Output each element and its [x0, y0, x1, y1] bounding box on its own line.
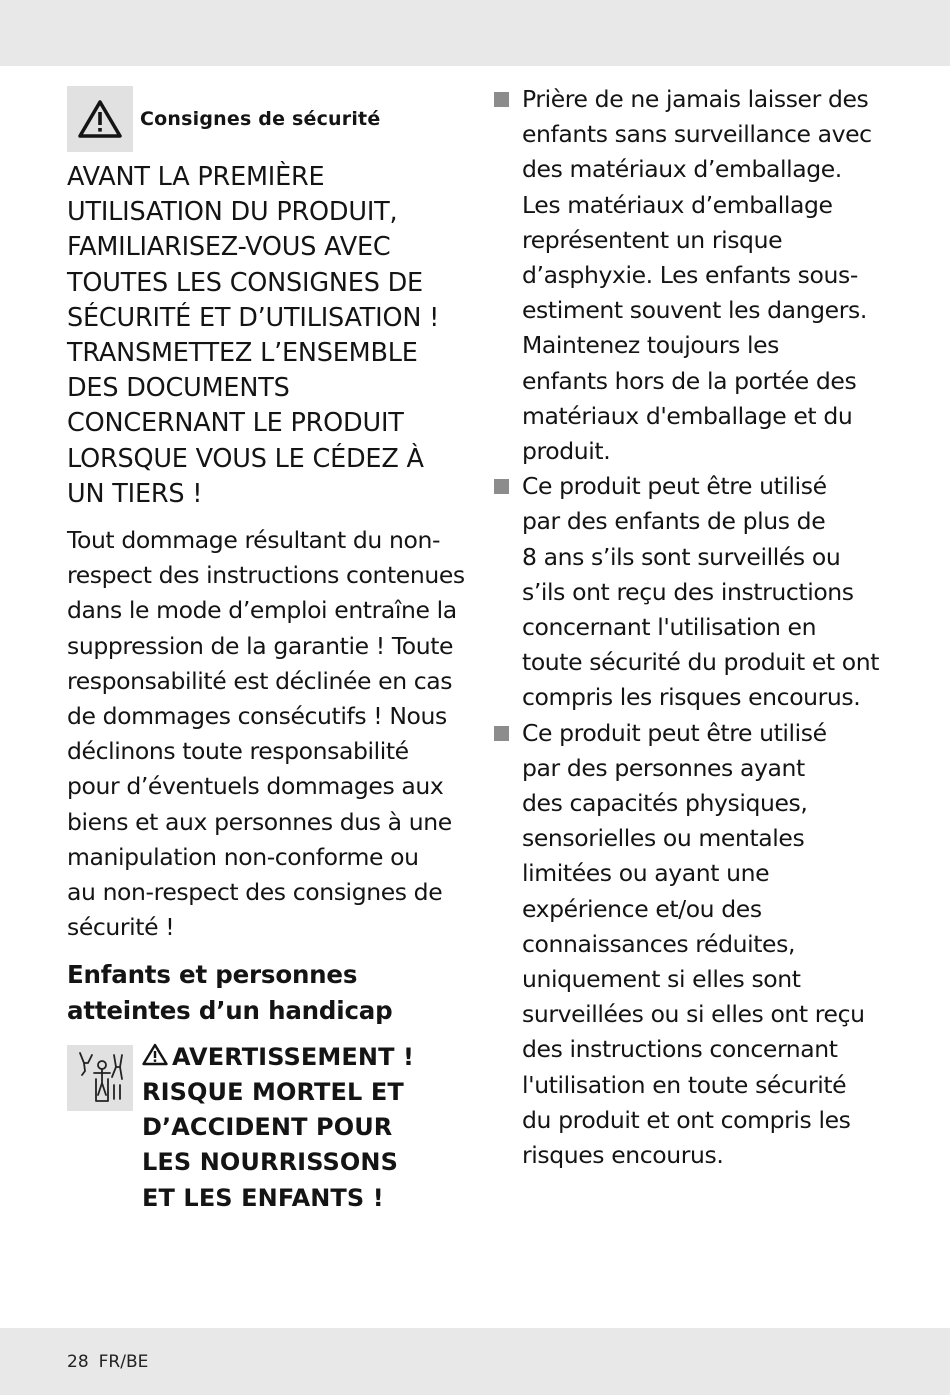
warning-text	[142, 1040, 414, 1216]
body-line: de dommages consécutifs ! Nous	[67, 702, 447, 731]
bullet-line: toute sécurité du produit et ont	[522, 648, 880, 677]
bullet-line: par des enfants de plus de	[522, 507, 826, 536]
page-number: 28	[67, 1352, 89, 1372]
square-bullet-icon	[494, 92, 509, 107]
bullet-line: compris les risques encourus.	[522, 683, 861, 712]
bullet-line: matériaux d'emballage et du	[522, 401, 853, 430]
bullet-line: des capacités physiques,	[522, 789, 808, 818]
caps-line: DES DOCUMENTS	[67, 373, 290, 404]
body-line: déclinons toute responsabilité	[67, 737, 409, 766]
bullet-item-children-use	[494, 469, 886, 715]
warning-triangle-icon	[142, 1043, 168, 1066]
caps-line: CONCERNANT LE PRODUIT	[67, 408, 404, 439]
square-bullet-icon	[494, 479, 509, 494]
bullet-line: produit.	[522, 437, 611, 466]
body-line: manipulation non-conforme ou	[67, 842, 419, 871]
warning-block	[67, 1040, 465, 1220]
bullet-line: sensorielles ou mentales	[522, 824, 805, 853]
warning-line: ET LES ENFANTS !	[142, 1183, 384, 1212]
bullet-line: uniquement si elles sont	[522, 965, 801, 994]
caps-line: SÉCURITÉ ET D’UTILISATION !	[67, 302, 440, 333]
bullet-line: Les matériaux d’emballage	[522, 190, 833, 219]
language-code: FR/BE	[98, 1352, 149, 1372]
body-line: pour d’éventuels dommages aux	[67, 772, 444, 801]
bullet-line: estiment souvent les dangers.	[522, 296, 867, 325]
children-section-heading	[67, 957, 465, 1027]
warning-headline: AVERTISSEMENT !	[172, 1042, 415, 1071]
warning-line: LES NOURRISSONS	[142, 1148, 398, 1177]
bullet-line: enfants hors de la portée des	[522, 366, 857, 395]
bullet-line: s’ils ont reçu des instructions	[522, 577, 854, 606]
bullet-line: connaissances réduites,	[522, 929, 796, 958]
warning-triangle-icon	[67, 86, 133, 152]
square-bullet-icon	[494, 726, 509, 741]
caps-line: TOUTES LES CONSIGNES DE	[67, 267, 423, 298]
body-line: suppression de la garantie ! Toute	[67, 631, 454, 660]
safety-title: Consignes de sécurité	[140, 108, 381, 130]
warning-line: RISQUE MORTEL ET	[142, 1078, 404, 1107]
right-column	[494, 82, 886, 1173]
bullet-line: Ce produit peut être utilisé	[522, 472, 827, 501]
caps-line: UTILISATION DU PRODUIT,	[67, 197, 398, 228]
safety-intro-caps	[67, 160, 465, 512]
safety-header	[67, 86, 465, 152]
left-column	[67, 86, 465, 1220]
caps-line: FAMILIARISEZ-VOUS AVEC	[67, 232, 391, 263]
bullet-line: enfants sans surveillance avec	[522, 120, 872, 149]
bullet-line: du produit et ont compris les	[522, 1105, 851, 1134]
bullet-line: d’asphyxie. Les enfants sous-	[522, 261, 858, 290]
warning-line	[142, 1040, 414, 1075]
bullet-line: Maintenez toujours les	[522, 331, 780, 360]
bullet-line: Prière de ne jamais laisser des	[522, 85, 869, 113]
bullet-line: expérience et/ou des	[522, 894, 762, 923]
bullet-line: risques encourus.	[522, 1141, 724, 1170]
bullet-line: 8 ans s’ils sont surveillés ou	[522, 542, 841, 571]
bullet-line: limitées ou ayant une	[522, 859, 770, 888]
bullet-line: Ce produit peut être utilisé	[522, 718, 827, 747]
bullet-item-packaging	[494, 82, 886, 469]
page-footer	[67, 1352, 158, 1372]
child-supervision-icon	[67, 1045, 133, 1111]
body-line: sécurité !	[67, 913, 175, 942]
bullet-line: l'utilisation en toute sécurité	[522, 1070, 847, 1099]
body-line: au non-respect des consignes de	[67, 878, 443, 907]
heading-line: Enfants et personnes	[67, 960, 358, 990]
body-line: respect des instructions contenues	[67, 561, 465, 590]
body-line: dans le mode d’emploi entraîne la	[67, 596, 457, 625]
bullet-line: concernant l'utilisation en	[522, 613, 817, 642]
body-line: biens et aux personnes dus à une	[67, 807, 452, 836]
caps-line: UN TIERS !	[67, 478, 203, 509]
safety-body-paragraph	[67, 523, 465, 945]
bullet-line: des matériaux d’emballage.	[522, 155, 842, 184]
caps-line: TRANSMETTEZ L’ENSEMBLE	[67, 338, 418, 369]
bullet-line: représentent un risque	[522, 225, 783, 254]
caps-line: LORSQUE VOUS LE CÉDEZ À	[67, 443, 424, 474]
top-band	[0, 0, 950, 66]
warning-line: D’ACCIDENT POUR	[142, 1113, 393, 1142]
heading-line: atteintes d’un handicap	[67, 995, 393, 1025]
caps-line: AVANT LA PREMIÈRE	[67, 162, 325, 192]
bullet-line: surveillées ou si elles ont reçu	[522, 1000, 865, 1029]
body-line: Tout dommage résultant du non-	[67, 526, 441, 555]
body-line: responsabilité est déclinée en cas	[67, 666, 453, 695]
bullet-item-reduced-capacity	[494, 716, 886, 1174]
bullet-line: par des personnes ayant	[522, 753, 805, 782]
bullet-line: des instructions concernant	[522, 1035, 838, 1064]
